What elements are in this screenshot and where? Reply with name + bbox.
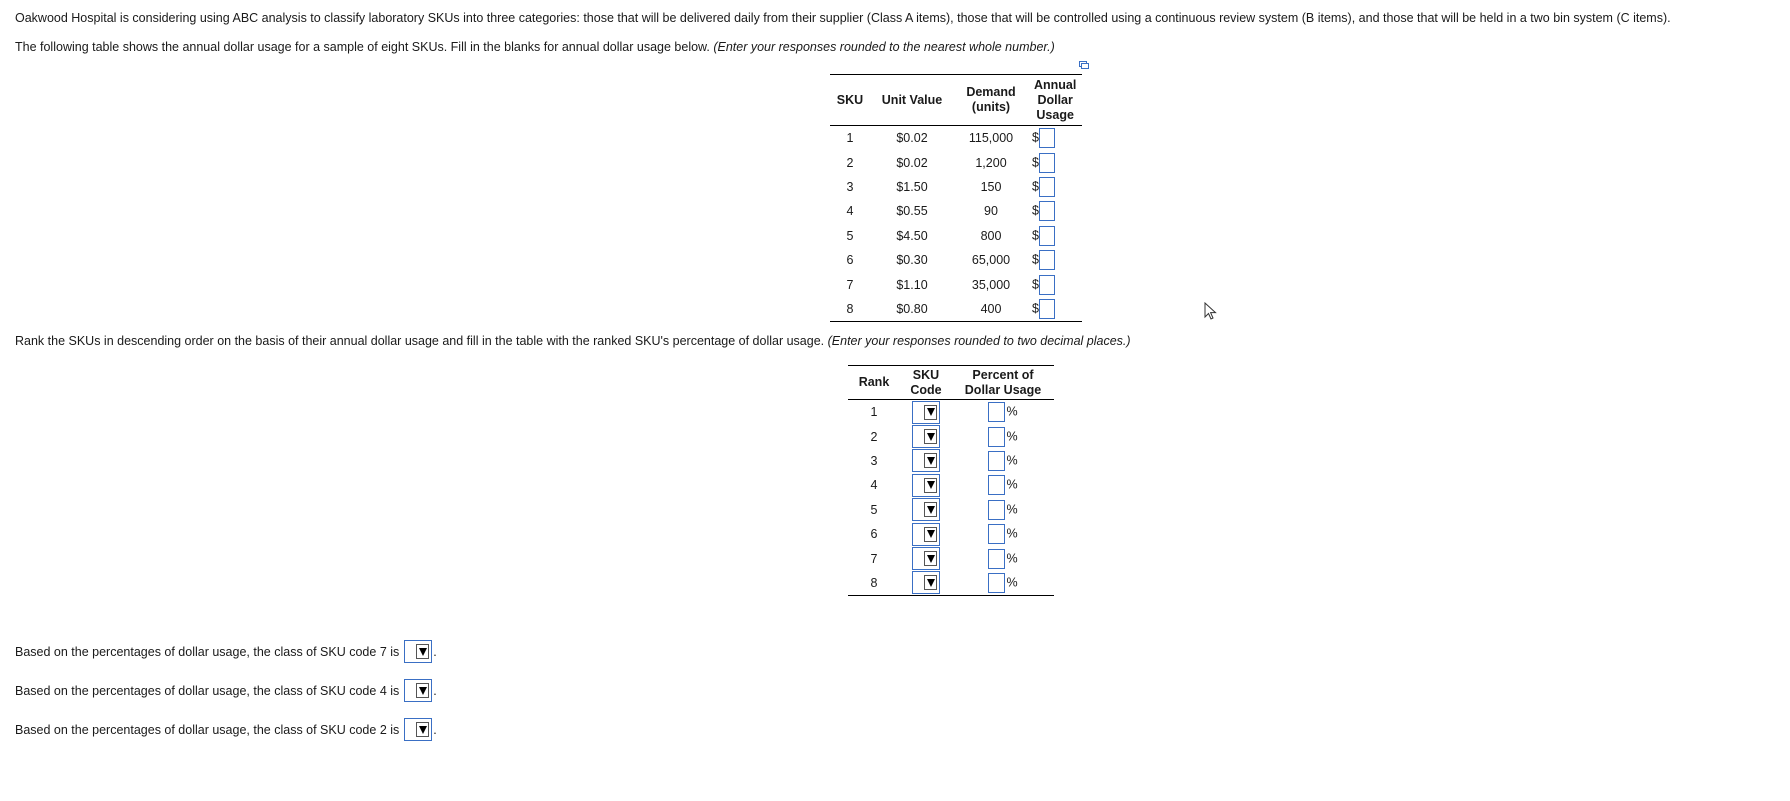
percent-usage-input[interactable] — [988, 573, 1005, 593]
annual-usage-table — [830, 74, 1082, 322]
usage-sku: 1 — [846, 131, 854, 146]
rank-number: 6 — [870, 527, 878, 542]
class-dropdown[interactable] — [404, 679, 432, 702]
instruction-note: (Enter your responses rounded to the nearest whole number.) — [713, 40, 1055, 54]
header-annual-line3: Usage — [1036, 107, 1074, 122]
dropdown-arrow-icon[interactable] — [924, 551, 937, 566]
dropdown-arrow-icon[interactable] — [924, 502, 937, 517]
usage-row — [830, 126, 1082, 151]
percent-cell — [952, 449, 1054, 473]
usage-unit-value: $1.10 — [896, 277, 928, 292]
instruction-text: The following table shows the annual dollar usage for a sample of eight SKUs. Fill in the blanks for annual dollar usage below. — [15, 40, 710, 54]
currency-sign: $ — [1032, 203, 1039, 218]
classification-question: Based on the percentages of dollar usage, the class of SKU code 4 is — [15, 683, 400, 698]
usage-demand: 400 — [954, 297, 1028, 322]
percent-usage-input[interactable] — [988, 402, 1005, 422]
currency-sign: $ — [1032, 301, 1039, 316]
usage-demand: 115,000 — [968, 131, 1014, 146]
rank-number: 5 — [870, 502, 878, 517]
sentence-period: . — [433, 683, 437, 698]
sku-code-cell — [900, 522, 952, 546]
sku-code-dropdown[interactable] — [912, 474, 940, 497]
annual-usage-input[interactable] — [1039, 128, 1055, 148]
usage-unit-value: $0.55 — [896, 204, 928, 219]
rank-number: 8 — [848, 571, 900, 596]
usage-annual-cell — [1028, 175, 1082, 199]
classification-line — [15, 640, 437, 663]
rank-row — [848, 498, 1054, 522]
percent-cell — [952, 571, 1054, 596]
sku-code-dropdown[interactable] — [912, 571, 940, 594]
sku-code-cell — [900, 498, 952, 522]
rank-row — [848, 473, 1054, 497]
percent-sign: % — [1006, 502, 1018, 517]
dropdown-arrow-icon[interactable] — [416, 722, 429, 737]
rank-row — [848, 546, 1054, 570]
usage-sku: 4 — [846, 204, 854, 219]
percent-cell — [952, 522, 1054, 546]
usage-unit-value: $1.50 — [896, 179, 928, 194]
usage-unit-value: $4.50 — [896, 228, 928, 243]
usage-annual-cell — [1028, 126, 1082, 151]
header-demand-line2: (units) — [971, 100, 1011, 114]
percent-cell — [952, 498, 1054, 522]
percent-usage-input[interactable] — [988, 500, 1005, 520]
rank-instruction-text: Rank the SKUs in descending order on the basis of their annual dollar usage and fill in the table with the ranked SKU's percentage of dollar usage. — [15, 334, 825, 348]
instruction-paragraph — [15, 40, 1055, 54]
header-rank: Rank — [848, 366, 900, 400]
header-sku-code — [900, 366, 952, 400]
usage-row — [830, 297, 1082, 322]
usage-sku: 6 — [846, 253, 854, 268]
annual-usage-header-row — [830, 75, 1082, 126]
usage-row — [830, 272, 1082, 296]
currency-sign: $ — [1032, 228, 1039, 243]
currency-sign: $ — [1032, 276, 1039, 291]
classification-line — [15, 718, 437, 741]
usage-demand: 90 — [984, 204, 998, 219]
header-percent-line1: Percent of — [972, 367, 1034, 382]
usage-row — [830, 150, 1082, 174]
usage-row — [830, 248, 1082, 272]
copy-table-icon[interactable] — [1079, 61, 1089, 69]
percent-sign: % — [1006, 428, 1018, 443]
dropdown-arrow-icon[interactable] — [924, 429, 937, 444]
dropdown-arrow-icon[interactable] — [416, 683, 429, 698]
sku-code-cell — [900, 546, 952, 570]
percent-sign: % — [1006, 526, 1018, 541]
percent-sign: % — [1006, 404, 1018, 419]
percent-cell — [952, 546, 1054, 570]
mouse-cursor-icon — [1204, 302, 1218, 320]
rank-row — [848, 400, 1054, 425]
header-sku-code-line1: SKU — [912, 367, 940, 382]
percent-usage-input[interactable] — [988, 451, 1005, 471]
usage-demand: 800 — [980, 228, 1002, 243]
rank-number: 3 — [870, 453, 878, 468]
rank-instruction-note: (Enter your responses rounded to two decimal places.) — [827, 334, 1131, 348]
usage-sku: 2 — [846, 155, 854, 170]
percent-sign: % — [1006, 550, 1018, 565]
dropdown-arrow-icon[interactable] — [924, 405, 937, 420]
rank-header-row — [848, 366, 1054, 400]
usage-unit-value: $0.02 — [896, 155, 928, 170]
usage-sku: 8 — [830, 297, 870, 322]
percent-usage-input[interactable] — [988, 524, 1005, 544]
usage-annual-cell — [1028, 199, 1082, 223]
rank-number: 1 — [870, 405, 878, 420]
dropdown-arrow-icon[interactable] — [416, 644, 429, 659]
usage-annual-cell — [1028, 224, 1082, 248]
rank-number: 2 — [870, 429, 878, 444]
class-dropdown[interactable] — [404, 718, 432, 741]
sku-code-dropdown[interactable] — [912, 401, 940, 424]
usage-annual-cell — [1028, 248, 1082, 272]
classification-line — [15, 679, 437, 702]
percent-usage-input[interactable] — [988, 475, 1005, 495]
usage-sku: 7 — [846, 277, 854, 292]
usage-demand: 1,200 — [975, 155, 1007, 170]
header-annual-line2: Dollar — [1037, 92, 1073, 107]
sentence-period: . — [433, 722, 437, 737]
percent-usage-input[interactable] — [988, 549, 1005, 569]
header-unit-value: Unit Value — [870, 75, 954, 126]
currency-sign: $ — [1032, 179, 1039, 194]
dropdown-arrow-icon[interactable] — [924, 478, 937, 493]
sku-code-dropdown[interactable] — [912, 425, 940, 448]
rank-row — [848, 571, 1054, 596]
sku-code-dropdown[interactable] — [912, 523, 940, 546]
rank-row — [848, 522, 1054, 546]
sku-code-cell — [900, 400, 952, 425]
annual-usage-input[interactable] — [1039, 275, 1055, 295]
dropdown-arrow-icon[interactable] — [924, 453, 937, 468]
usage-row — [830, 224, 1082, 248]
currency-sign: $ — [1032, 154, 1039, 169]
header-percent-line2: Dollar Usage — [964, 382, 1042, 397]
dropdown-arrow-icon[interactable] — [924, 527, 937, 542]
sku-code-cell — [900, 449, 952, 473]
rank-instruction-paragraph — [15, 334, 1131, 348]
header-annual-line1: Annual — [1034, 77, 1077, 92]
percent-sign: % — [1006, 477, 1018, 492]
percent-cell — [952, 400, 1054, 425]
usage-unit-value: $0.80 — [870, 297, 954, 322]
usage-demand: 150 — [980, 179, 1002, 194]
rank-row — [848, 449, 1054, 473]
class-dropdown[interactable] — [404, 640, 432, 663]
sku-code-cell — [900, 473, 952, 497]
usage-unit-value: $0.02 — [896, 131, 928, 146]
usage-row — [830, 175, 1082, 199]
usage-unit-value: $0.30 — [896, 253, 928, 268]
percent-cell — [952, 424, 1054, 448]
dropdown-arrow-icon[interactable] — [924, 575, 937, 590]
sku-code-dropdown[interactable] — [912, 449, 940, 472]
usage-demand: 65,000 — [971, 253, 1011, 268]
usage-sku: 3 — [846, 179, 854, 194]
sku-code-dropdown[interactable] — [912, 547, 940, 570]
annual-usage-input[interactable] — [1039, 201, 1055, 221]
rank-row — [848, 424, 1054, 448]
annual-usage-input[interactable] — [1039, 177, 1055, 197]
usage-row — [830, 199, 1082, 223]
usage-annual-cell — [1028, 150, 1082, 174]
intro-paragraph: Oakwood Hospital is considering using ABC analysis to classify laboratory SKUs into three categories: those that will be delivered daily from their supplier (Class A items), those that will be controlled using a continuous review system (B items), and those that will be held in a two bin system (C items). — [15, 11, 1671, 25]
percent-usage-input[interactable] — [988, 427, 1005, 447]
annual-usage-input[interactable] — [1039, 226, 1055, 246]
percent-sign: % — [1006, 453, 1018, 468]
header-percent-usage — [952, 366, 1054, 400]
sentence-period: . — [433, 644, 437, 659]
classification-question: Based on the percentages of dollar usage, the class of SKU code 7 is — [15, 644, 400, 659]
rank-number: 7 — [870, 551, 878, 566]
sku-code-cell — [900, 571, 952, 596]
classification-question: Based on the percentages of dollar usage, the class of SKU code 2 is — [15, 722, 400, 737]
header-sku-code-line2: Code — [910, 382, 942, 397]
currency-sign: $ — [1032, 130, 1039, 145]
usage-sku: 5 — [846, 228, 854, 243]
header-annual-dollar-usage — [1028, 75, 1082, 126]
usage-annual-cell — [1028, 297, 1082, 322]
currency-sign: $ — [1032, 252, 1039, 267]
header-demand-line1: Demand — [966, 85, 1016, 99]
header-sku: SKU — [830, 75, 870, 126]
rank-table — [848, 365, 1054, 596]
usage-annual-cell — [1028, 272, 1082, 296]
percent-cell — [952, 473, 1054, 497]
sku-code-dropdown[interactable] — [912, 498, 940, 521]
header-demand — [954, 75, 1028, 126]
annual-usage-input[interactable] — [1039, 250, 1055, 270]
sku-code-cell — [900, 424, 952, 448]
rank-number: 4 — [870, 478, 878, 493]
percent-sign: % — [1006, 575, 1018, 590]
annual-usage-input[interactable] — [1039, 299, 1055, 319]
annual-usage-input[interactable] — [1039, 153, 1055, 173]
usage-demand: 35,000 — [971, 277, 1011, 292]
